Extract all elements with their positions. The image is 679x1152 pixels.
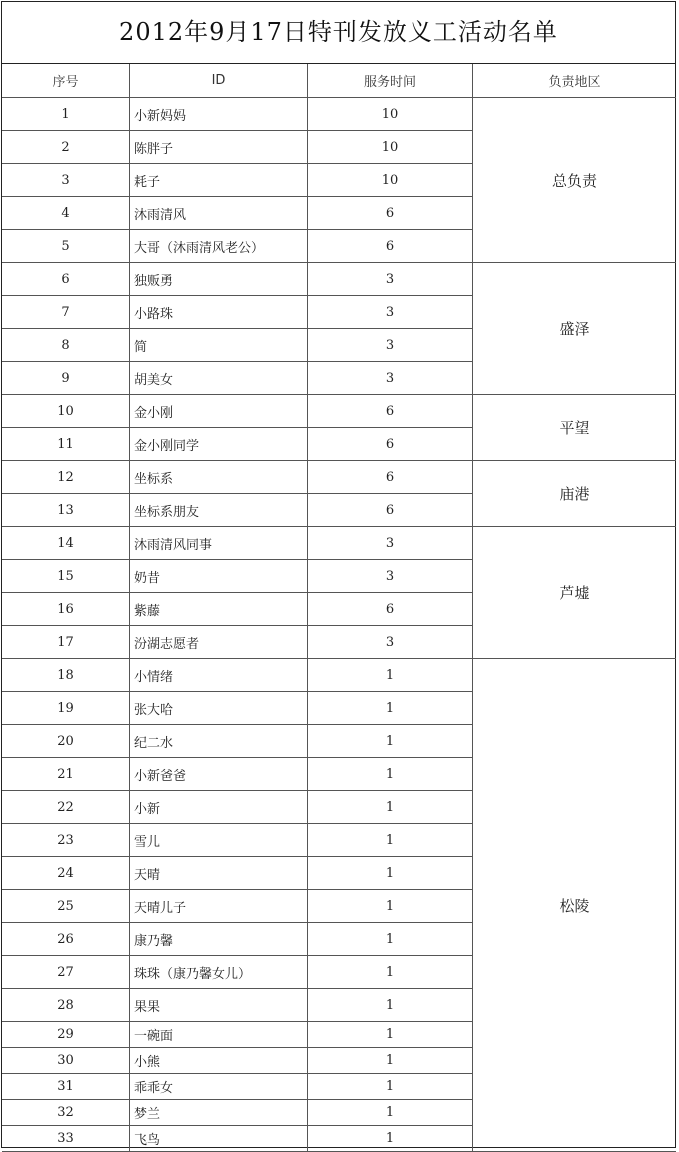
row-seq: 15	[2, 560, 130, 593]
header-row	[2, 64, 676, 98]
row-hours: 6	[308, 461, 473, 494]
header-area: 负责地区	[473, 64, 677, 98]
row-id: 果果	[130, 989, 308, 1022]
row-seq: 27	[2, 956, 130, 989]
row-seq: 3	[2, 164, 130, 197]
row-seq: 32	[2, 1100, 130, 1126]
row-seq: 30	[2, 1048, 130, 1074]
row-hours: 6	[308, 230, 473, 263]
area-cell: 松陵	[473, 659, 677, 1152]
row-id: 胡美女	[130, 362, 308, 395]
row-seq: 1	[2, 98, 130, 131]
row-seq: 33	[2, 1126, 130, 1152]
row-id: 陈胖子	[130, 131, 308, 164]
row-seq: 31	[2, 1074, 130, 1100]
row-hours: 6	[308, 593, 473, 626]
volunteer-table	[2, 64, 676, 1152]
row-seq: 22	[2, 791, 130, 824]
area-cell: 总负责	[473, 98, 677, 263]
row-id: 珠珠（康乃馨女儿）	[130, 956, 308, 989]
row-hours: 1	[308, 989, 473, 1022]
row-hours: 1	[308, 1074, 473, 1100]
row-seq: 17	[2, 626, 130, 659]
row-seq: 24	[2, 857, 130, 890]
row-id: 小熊	[130, 1048, 308, 1074]
header-hours: 服务时间	[308, 64, 473, 98]
row-hours: 6	[308, 197, 473, 230]
row-id: 汾湖志愿者	[130, 626, 308, 659]
row-id: 张大哈	[130, 692, 308, 725]
row-seq: 20	[2, 725, 130, 758]
area-cell: 盛泽	[473, 263, 677, 395]
row-seq: 10	[2, 395, 130, 428]
row-seq: 23	[2, 824, 130, 857]
row-hours: 1	[308, 725, 473, 758]
row-seq: 2	[2, 131, 130, 164]
row-id: 坐标系朋友	[130, 494, 308, 527]
row-id: 飞鸟	[130, 1126, 308, 1152]
row-hours: 1	[308, 758, 473, 791]
row-id: 大哥（沐雨清风老公）	[130, 230, 308, 263]
row-seq: 16	[2, 593, 130, 626]
table-body	[2, 98, 676, 1152]
row-id: 天晴	[130, 857, 308, 890]
row-id: 雪儿	[130, 824, 308, 857]
row-hours: 3	[308, 362, 473, 395]
area-cell: 芦墟	[473, 527, 677, 659]
row-seq: 5	[2, 230, 130, 263]
row-id: 小新妈妈	[130, 98, 308, 131]
row-seq: 12	[2, 461, 130, 494]
row-id: 沐雨清风	[130, 197, 308, 230]
row-seq: 21	[2, 758, 130, 791]
row-hours: 6	[308, 395, 473, 428]
row-hours: 3	[308, 263, 473, 296]
table-row	[2, 395, 676, 428]
row-id: 独贩勇	[130, 263, 308, 296]
row-hours: 1	[308, 1048, 473, 1074]
row-hours: 1	[308, 857, 473, 890]
row-id: 紫藤	[130, 593, 308, 626]
row-id: 小新爸爸	[130, 758, 308, 791]
row-id: 纪二水	[130, 725, 308, 758]
row-hours: 1	[308, 923, 473, 956]
row-hours: 3	[308, 296, 473, 329]
row-id: 乖乖女	[130, 1074, 308, 1100]
row-hours: 3	[308, 626, 473, 659]
row-hours: 6	[308, 494, 473, 527]
row-hours: 1	[308, 692, 473, 725]
table-row	[2, 263, 676, 296]
row-id: 天晴儿子	[130, 890, 308, 923]
row-id: 小新	[130, 791, 308, 824]
row-hours: 3	[308, 560, 473, 593]
row-seq: 14	[2, 527, 130, 560]
row-seq: 11	[2, 428, 130, 461]
row-id: 梦兰	[130, 1100, 308, 1126]
row-hours: 1	[308, 791, 473, 824]
row-seq: 19	[2, 692, 130, 725]
row-hours: 1	[308, 1126, 473, 1152]
row-seq: 26	[2, 923, 130, 956]
row-id: 金小刚	[130, 395, 308, 428]
row-hours: 10	[308, 131, 473, 164]
table-row	[2, 659, 676, 692]
row-hours: 3	[308, 527, 473, 560]
table-row	[2, 461, 676, 494]
row-seq: 28	[2, 989, 130, 1022]
row-hours: 6	[308, 428, 473, 461]
row-id: 沐雨清风同事	[130, 527, 308, 560]
area-cell: 庙港	[473, 461, 677, 527]
row-seq: 13	[2, 494, 130, 527]
row-hours: 1	[308, 890, 473, 923]
row-seq: 4	[2, 197, 130, 230]
row-id: 坐标系	[130, 461, 308, 494]
row-id: 简	[130, 329, 308, 362]
row-seq: 7	[2, 296, 130, 329]
table-row	[2, 98, 676, 131]
header-seq: 序号	[2, 64, 130, 98]
row-id: 康乃馨	[130, 923, 308, 956]
row-hours: 1	[308, 659, 473, 692]
row-hours: 1	[308, 824, 473, 857]
row-seq: 6	[2, 263, 130, 296]
row-hours: 10	[308, 98, 473, 131]
row-hours: 10	[308, 164, 473, 197]
row-hours: 1	[308, 956, 473, 989]
sheet-title: 2012年9月17日特刊发放义工活动名单	[2, 2, 675, 64]
row-id: 奶昔	[130, 560, 308, 593]
header-id: ID	[130, 64, 308, 98]
row-seq: 8	[2, 329, 130, 362]
row-id: 一碗面	[130, 1022, 308, 1048]
volunteer-sheet	[1, 1, 676, 1148]
row-seq: 29	[2, 1022, 130, 1048]
table-row	[2, 527, 676, 560]
row-seq: 9	[2, 362, 130, 395]
row-id: 小路珠	[130, 296, 308, 329]
row-hours: 1	[308, 1022, 473, 1048]
area-cell: 平望	[473, 395, 677, 461]
row-id: 小情绪	[130, 659, 308, 692]
row-seq: 18	[2, 659, 130, 692]
row-hours: 3	[308, 329, 473, 362]
row-id: 金小刚同学	[130, 428, 308, 461]
row-id: 耗子	[130, 164, 308, 197]
row-seq: 25	[2, 890, 130, 923]
row-hours: 1	[308, 1100, 473, 1126]
